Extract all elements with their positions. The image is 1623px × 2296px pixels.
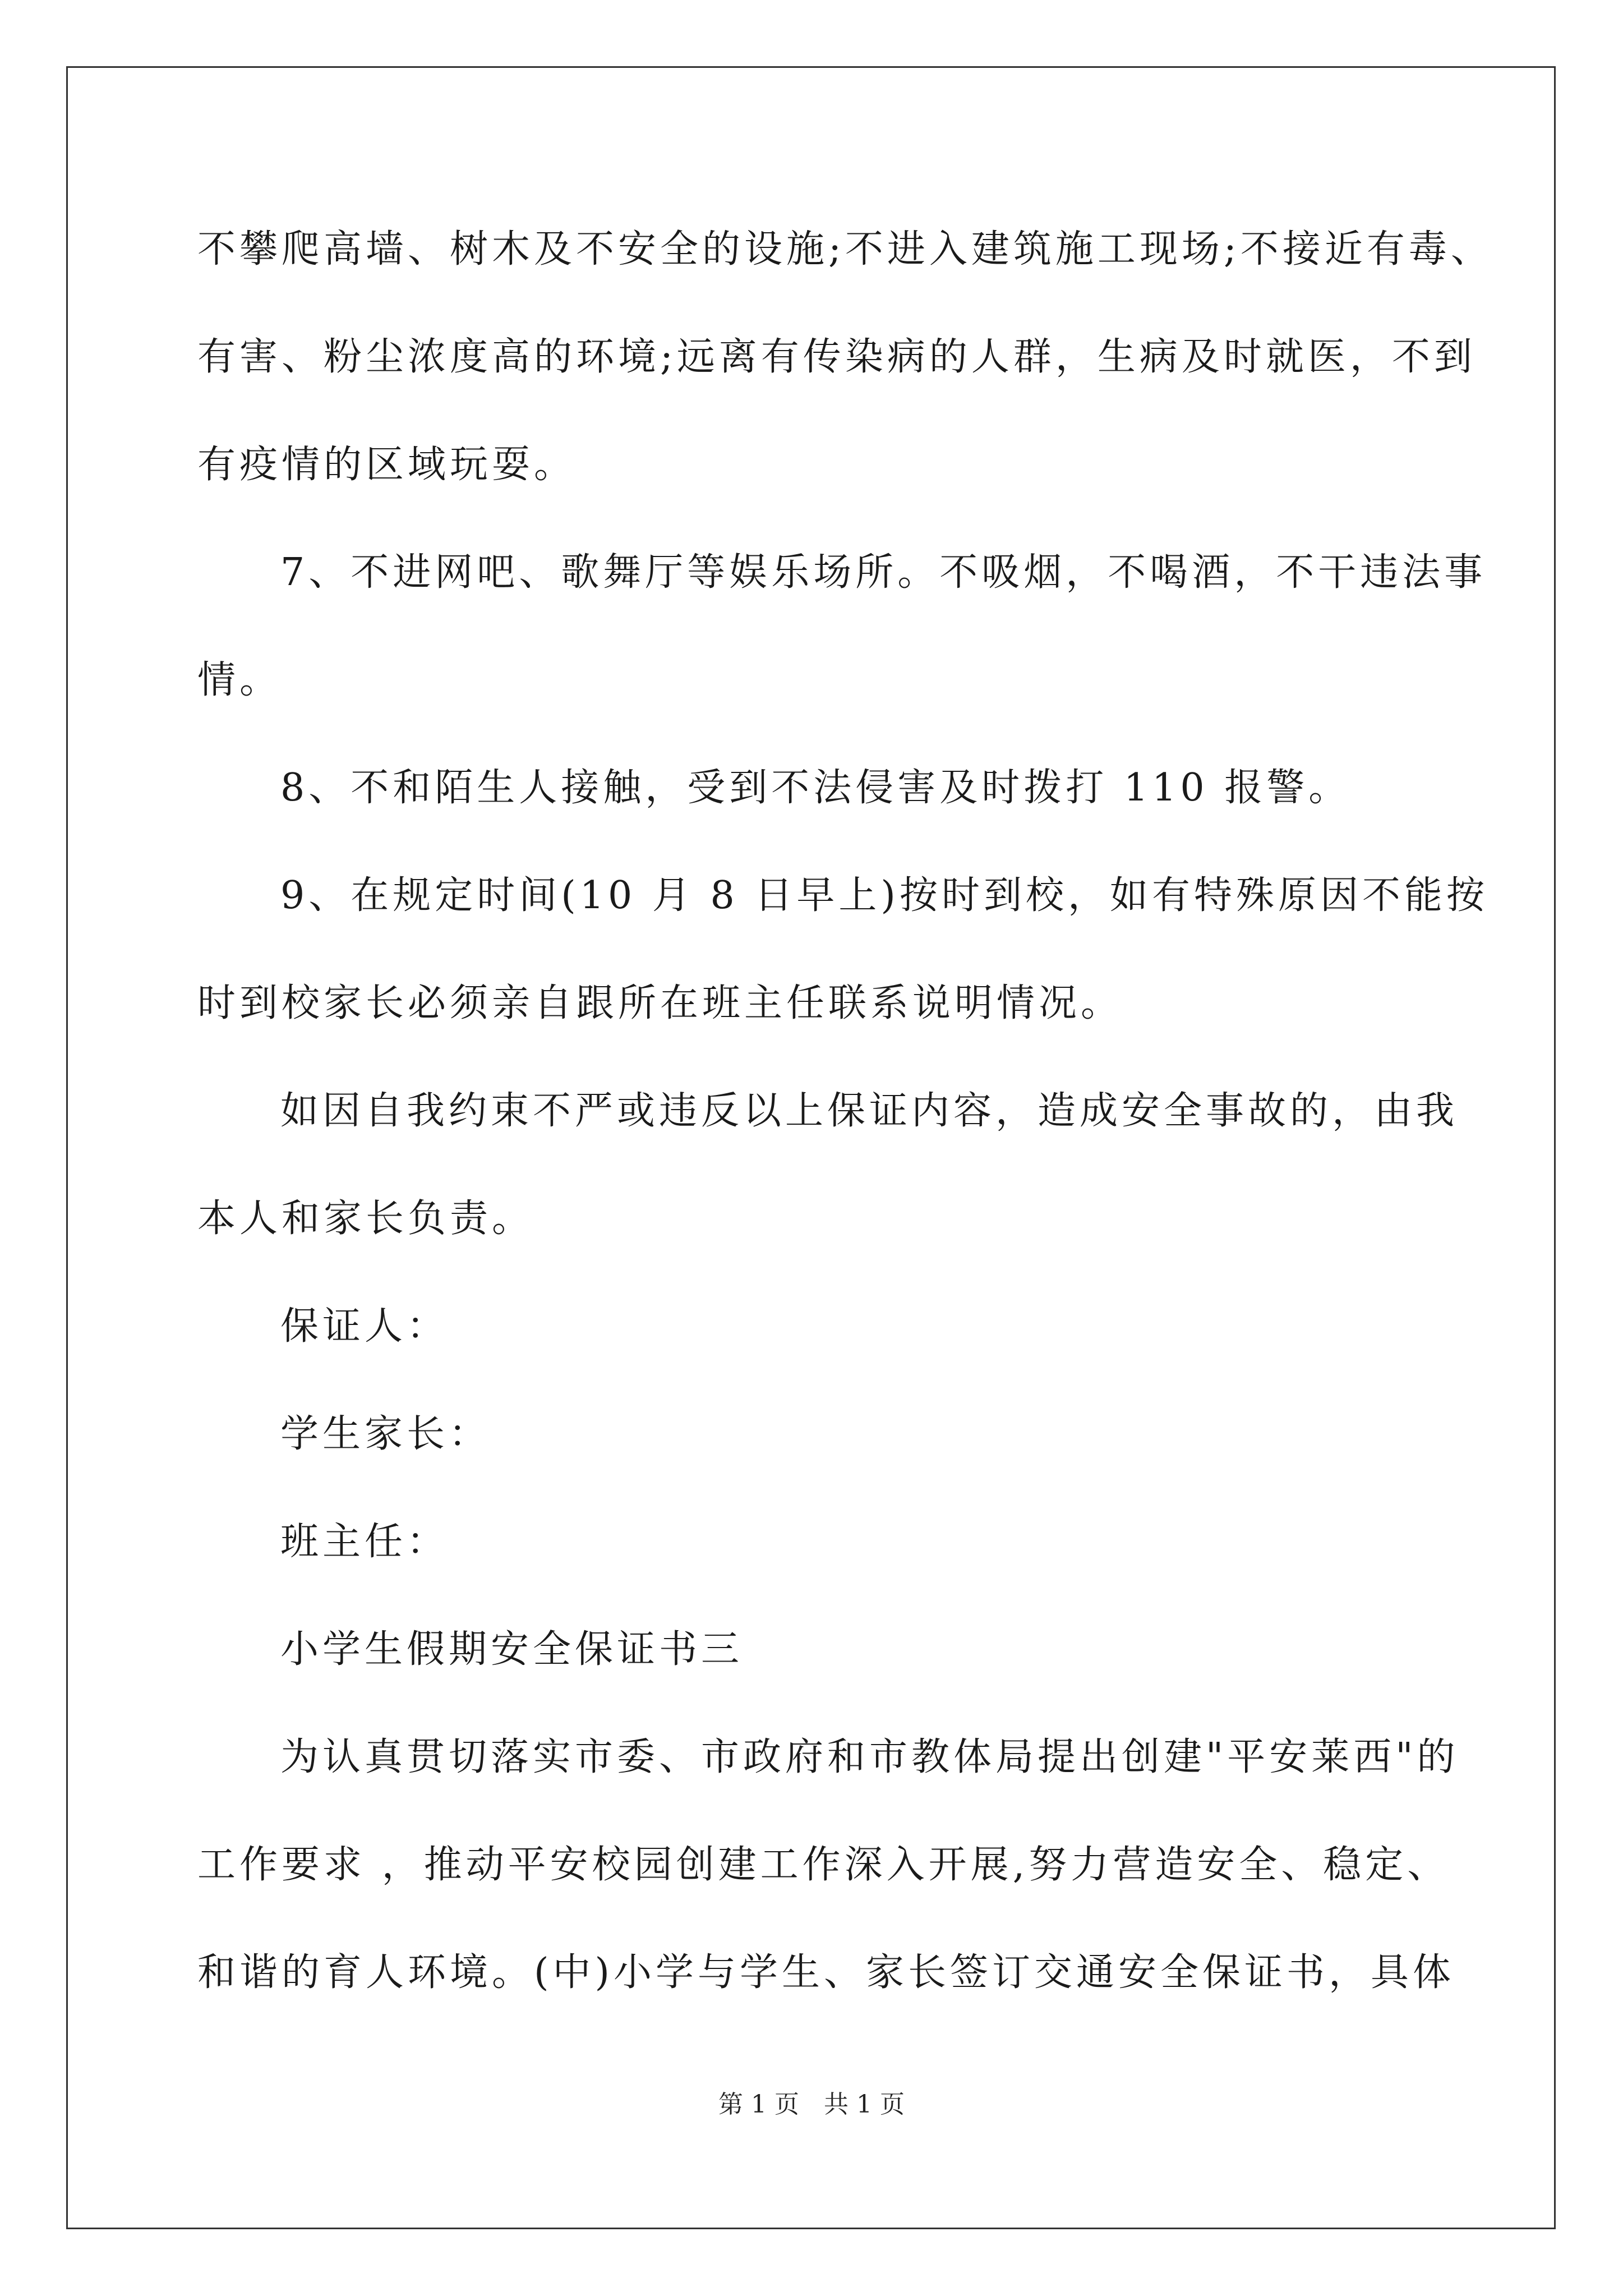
signature-label-parent: 学生家长： [280, 1412, 491, 1456]
section-title: 小学生假期安全保证书三 [280, 1627, 744, 1672]
paragraph-line: 如因自我约束不严或违反以上保证内容，造成安全事故的，由我 [280, 1089, 1459, 1133]
page-number-total: 共 1 页 [824, 2090, 905, 2119]
page-footer [0, 2088, 1623, 2122]
paragraph-line: 7、不进网吧、歌舞厅等娱乐场所。不吸烟，不喝酒，不干违法事 [280, 550, 1487, 595]
paragraph-line: 和谐的育人环境。(中)小学与学生、家长签订交通安全保证书，具体 [197, 1950, 1455, 1995]
paragraph-line: 时到校家长必须亲自跟所在班主任联系说明情况。 [197, 981, 1123, 1025]
paragraph-line: 为认真贯切落实市委、市政府和市教体局提出创建"平安莱西"的 [280, 1735, 1459, 1779]
paragraph-line: 不攀爬高墙、树木及不安全的设施;不进入建筑施工现场;不接近有毒、 [197, 227, 1493, 272]
page-border [66, 66, 1556, 2229]
paragraph-line: 情。 [197, 658, 282, 702]
paragraph-line: 有疫情的区域玩耍。 [197, 443, 577, 487]
paragraph-line: 有害、粉尘浓度高的环境;远离有传染病的人群，生病及时就医，不到 [197, 335, 1476, 379]
paragraph-line: 9、在规定时间(10 月 8 日早上)按时到校，如有特殊原因不能按 [280, 873, 1488, 918]
page-number-current: 第 1 页 [718, 2090, 799, 2119]
paragraph-line: 8、不和陌生人接触，受到不法侵害及时拨打 110 报警。 [280, 766, 1351, 810]
paragraph-line: 本人和家长负责。 [197, 1197, 534, 1241]
signature-label-guarantor: 保证人： [280, 1304, 449, 1349]
paragraph-line: 工作要求 ，推动平安校园创建工作深入开展,努力营造安全、稳定、 [197, 1843, 1450, 1887]
signature-label-teacher: 班主任： [280, 1520, 449, 1564]
